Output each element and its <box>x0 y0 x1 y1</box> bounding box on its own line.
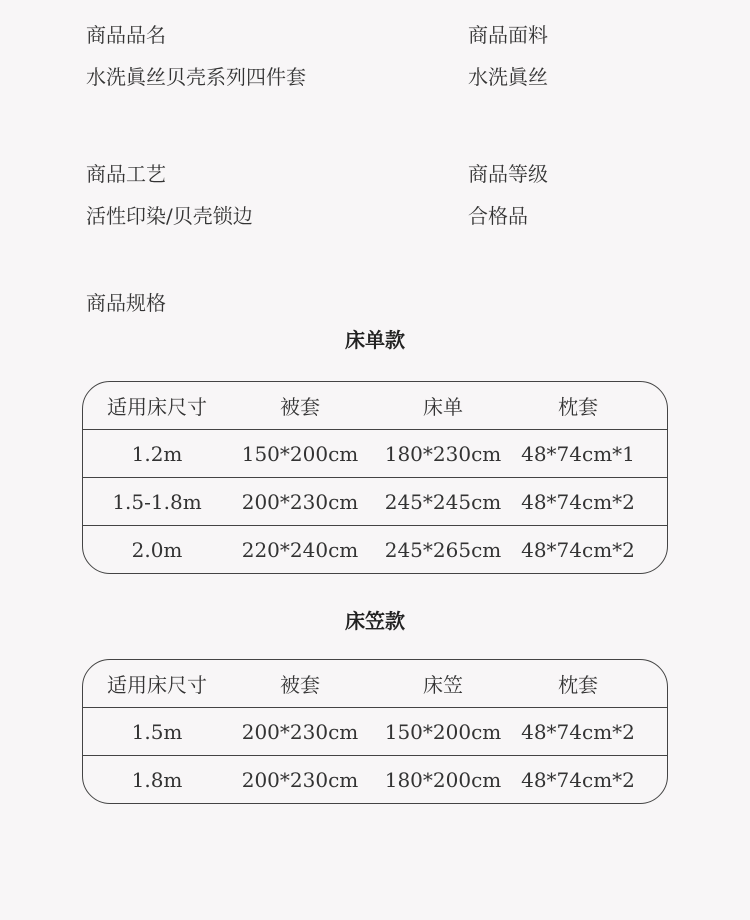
table-cell: 1.2m <box>131 441 183 466</box>
table-row <box>83 477 667 525</box>
table-cell: 48*74cm*2 <box>521 489 635 514</box>
product-name-label: 商品品名 <box>86 23 166 47</box>
table-header-row <box>83 382 667 429</box>
product-grade-block <box>468 162 548 228</box>
product-spec-label: 商品规格 <box>86 291 166 315</box>
table-cell: 48*74cm*1 <box>521 441 635 466</box>
table-cell: 48*74cm*2 <box>521 767 635 792</box>
table-cell: 48*74cm*2 <box>521 719 635 744</box>
header-cell-pillowcase: 枕套 <box>558 673 598 697</box>
table-cell: 200*230cm <box>241 489 359 514</box>
product-craft-value: 活性印染/贝壳锁边 <box>86 204 253 228</box>
table-row <box>83 755 667 803</box>
table-row <box>83 707 667 755</box>
table-cell: 180*200cm <box>384 767 502 792</box>
table-cell: 245*245cm <box>384 489 502 514</box>
table-cell: 200*230cm <box>241 719 359 744</box>
header-cell-pillowcase: 枕套 <box>558 395 598 419</box>
table-cell: 200*230cm <box>241 767 359 792</box>
sheet-section-title: 床单款 <box>345 328 405 352</box>
sheet-spec-table <box>82 381 668 574</box>
table-row <box>83 429 667 477</box>
product-craft-block <box>86 162 253 228</box>
product-craft-label: 商品工艺 <box>86 162 166 186</box>
table-row <box>83 525 667 573</box>
table-header-row <box>83 660 667 707</box>
product-name-block <box>86 23 306 89</box>
header-cell-bed-size: 适用床尺寸 <box>107 673 207 697</box>
table-cell: 1.5m <box>131 719 183 744</box>
header-cell-fitted-sheet: 床笠 <box>423 673 463 697</box>
header-cell-duvet: 被套 <box>280 395 320 419</box>
table-cell: 150*200cm <box>241 441 359 466</box>
table-cell: 150*200cm <box>384 719 502 744</box>
product-fabric-block <box>468 23 548 89</box>
table-cell: 48*74cm*2 <box>521 537 635 562</box>
product-fabric-value: 水洗眞丝 <box>468 65 548 89</box>
fitted-section-title: 床笠款 <box>345 609 405 633</box>
table-cell: 180*230cm <box>384 441 502 466</box>
header-cell-bed-size: 适用床尺寸 <box>107 395 207 419</box>
table-cell: 245*265cm <box>384 537 502 562</box>
product-name-value: 水洗眞丝贝壳系列四件套 <box>86 65 306 89</box>
table-cell: 2.0m <box>131 537 183 562</box>
product-spec-block <box>86 291 166 315</box>
product-grade-value: 合格品 <box>468 204 528 228</box>
fitted-spec-table <box>82 659 668 804</box>
table-cell: 1.8m <box>131 767 183 792</box>
product-fabric-label: 商品面料 <box>468 23 548 47</box>
table-cell: 1.5-1.8m <box>112 489 202 514</box>
product-grade-label: 商品等级 <box>468 162 548 186</box>
header-cell-duvet: 被套 <box>280 673 320 697</box>
header-cell-sheet: 床单 <box>423 395 463 419</box>
table-cell: 220*240cm <box>241 537 359 562</box>
